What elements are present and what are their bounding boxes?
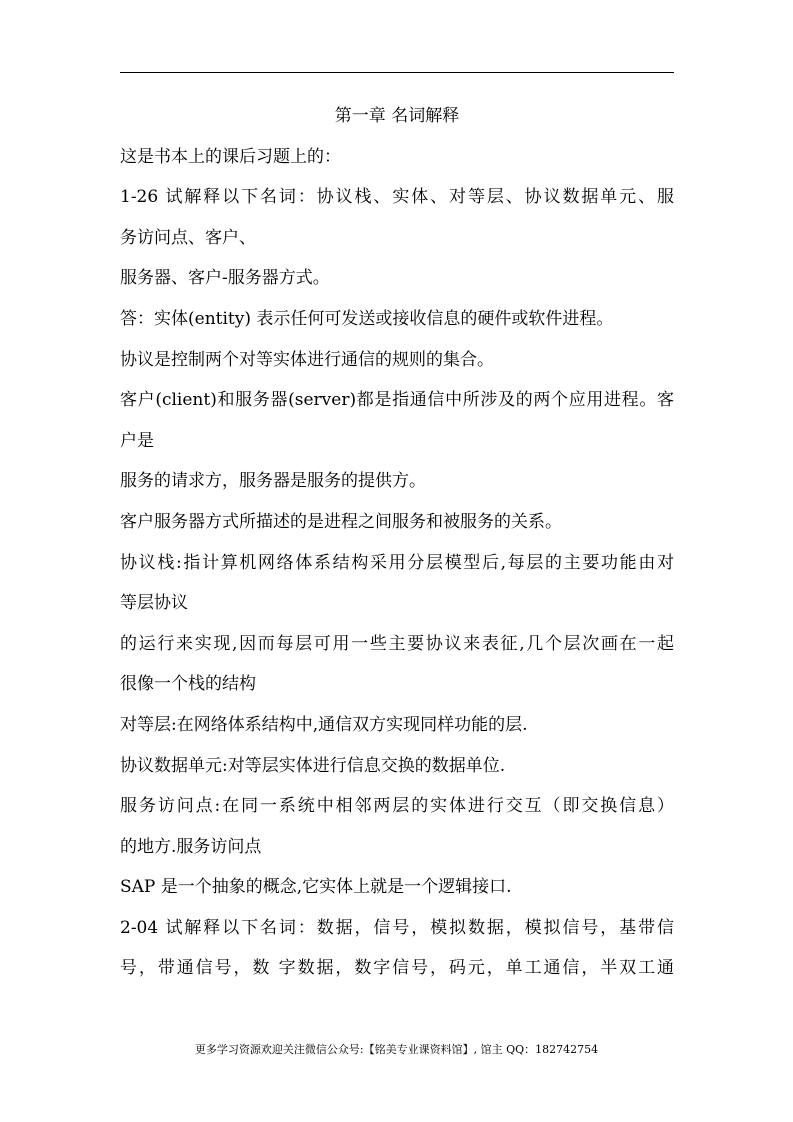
chapter-title: 第一章 名词解释	[334, 106, 460, 126]
text-line: 户是	[120, 430, 154, 451]
text-line: 服务器、客户-服务器方式。	[120, 268, 330, 289]
text-line: 协议是控制两个对等实体进行通信的规则的集合。	[120, 349, 494, 370]
text-line: 答：实体(entity) 表示任何可发送或接收信息的硬件或软件进程。	[120, 308, 614, 329]
text-line: 服务访问点:在同一系统中相邻两层的实体进行交互（即交换信息）	[120, 796, 674, 817]
text-line: 2-04 试解释以下名词：数据，信号，模拟数据，模拟信号，基带信	[120, 917, 674, 938]
text-line: 很像一个栈的结构	[120, 674, 256, 695]
text-line: 这是书本上的课后习题上的：	[120, 146, 341, 167]
header-rule	[120, 72, 674, 73]
text-line: 协议栈:指计算机网络体系结构采用分层模型后,每层的主要功能由对	[120, 552, 674, 573]
text-line: 1-26 试解释以下名词：协议栈、实体、对等层、协议数据单元、服	[120, 187, 674, 208]
page-footer: 更多学习资源欢迎关注微信公众号:【铭美专业课资料馆】, 馆主 QQ：182742754	[194, 1043, 599, 1056]
text-line: 的运行来实现,因而每层可用一些主要协议来表征,几个层次画在一起	[120, 633, 674, 654]
text-line: 客户服务器方式所描述的是进程之间服务和被服务的关系。	[120, 511, 562, 532]
text-line: SAP 是一个抽象的概念,它实体上就是一个逻辑接口.	[120, 877, 512, 898]
text-line: 等层协议	[120, 593, 188, 614]
text-line: 对等层:在网络体系结构中,通信双方实现同样功能的层.	[120, 714, 528, 735]
text-line: 务访问点、客户、	[120, 227, 256, 248]
text-line: 客户(client)和服务器(server)都是指通信中所涉及的两个应用进程。客	[120, 390, 674, 411]
text-line: 的地方.服务访问点	[120, 836, 262, 857]
document-body	[120, 96, 680, 989]
text-line: 号，带通信号，数 字数据，数字信号，码元，单工通信，半双工通	[120, 958, 674, 979]
text-line: 服务的请求方，服务器是服务的提供方。	[120, 471, 426, 492]
text-line: 协议数据单元:对等层实体进行信息交换的数据单位.	[120, 755, 506, 776]
